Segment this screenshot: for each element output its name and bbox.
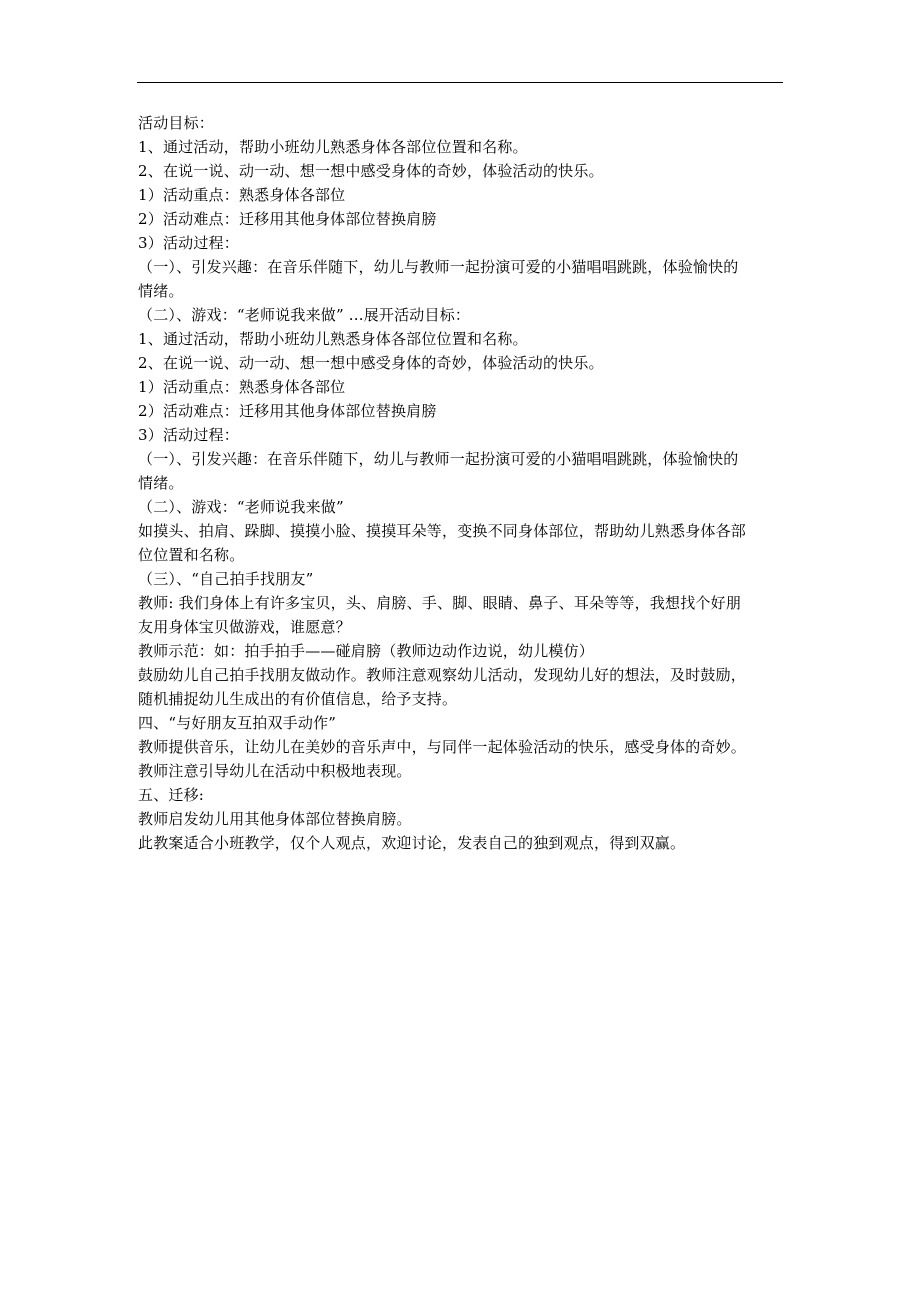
paragraph-line: 教师注意引导幼儿在活动中积极地表现。 xyxy=(138,762,412,780)
paragraph-line: （一）、引发兴趣：在音乐伴随下，幼儿与教师一起扮演可爱的小猫唱唱跳跳，体验愉快的 xyxy=(138,258,739,276)
paragraph-line: （一）、引发兴趣：在音乐伴随下，幼儿与教师一起扮演可爱的小猫唱唱跳跳，体验愉快的 xyxy=(138,450,739,468)
section-heading: 四、“与好朋友互拍双手动作” xyxy=(138,714,337,732)
paragraph-line: 教师启发幼儿用其他身体部位替换肩膀。 xyxy=(138,810,412,828)
paragraph-line: 如摸头、拍肩、跺脚、摸摸小脸、摸摸耳朵等，变换不同身体部位，帮助幼儿熟悉身体各部 xyxy=(138,522,747,540)
paragraph-line: 教师: 我们身体上有许多宝贝，头、肩膀、手、脚、眼睛、鼻子、耳朵等等，我想找个好朋 xyxy=(138,594,742,612)
goal-line: 2、在说一说、动一动、想一想中感受身体的奇妙，体验活动的快乐。 xyxy=(138,354,604,372)
paragraph-line: 随机捕捉幼儿生成出的有价值信息，给予支持。 xyxy=(138,690,458,708)
closing-line: 此教案适合小班教学，仅个人观点，欢迎讨论，发表自己的独到观点，得到双赢。 xyxy=(138,834,686,852)
process-heading: 3）活动过程： xyxy=(138,426,239,444)
paragraph-line: 情绪。 xyxy=(138,282,184,300)
paragraph-line: 教师提供音乐，让幼儿在美妙的音乐声中，与同伴一起体验活动的快乐，感受身体的奇妙。 xyxy=(138,738,747,756)
goal-line: 1、通过活动，帮助小班幼儿熟悉身体各部位位置和名称。 xyxy=(138,330,528,348)
paragraph-line: 鼓励幼儿自己拍手找朋友做动作。教师注意观察幼儿活动，发现幼儿好的想法，及时鼓励， xyxy=(138,666,747,684)
goal-line: 1、通过活动，帮助小班幼儿熟悉身体各部位位置和名称。 xyxy=(138,138,528,156)
section-heading: 五、迁移: xyxy=(138,786,205,804)
key-point-line: 1）活动重点：熟悉身体各部位 xyxy=(138,186,346,204)
key-point-line: 1）活动重点：熟悉身体各部位 xyxy=(138,378,346,396)
difficulty-line: 2）活动难点：迁移用其他身体部位替换肩膀 xyxy=(138,402,437,420)
section-heading: （二）、游戏：“老师说我来做” xyxy=(138,498,344,516)
document-body xyxy=(138,111,792,855)
section-heading: （三）、“自己拍手找朋友” xyxy=(138,570,314,588)
paragraph-line: 情绪。 xyxy=(138,474,184,492)
heading-activity-goals: 活动目标： xyxy=(138,114,215,132)
goal-line: 2、在说一说、动一动、想一想中感受身体的奇妙，体验活动的快乐。 xyxy=(138,162,604,180)
process-heading: 3）活动过程： xyxy=(138,234,239,252)
header-rule xyxy=(137,82,783,83)
paragraph-line: 教师示范：如：拍手拍手——碰肩膀（教师边动作边说，幼儿模仿） xyxy=(138,642,595,660)
paragraph-line: 位位置和名称。 xyxy=(138,546,245,564)
difficulty-line: 2）活动难点：迁移用其他身体部位替换肩膀 xyxy=(138,210,437,228)
paragraph-line: 友用身体宝贝做游戏，谁愿意？ xyxy=(138,618,351,636)
section-heading: （二）、游戏：“老师说我来做” ...展开活动目标： xyxy=(138,306,471,324)
